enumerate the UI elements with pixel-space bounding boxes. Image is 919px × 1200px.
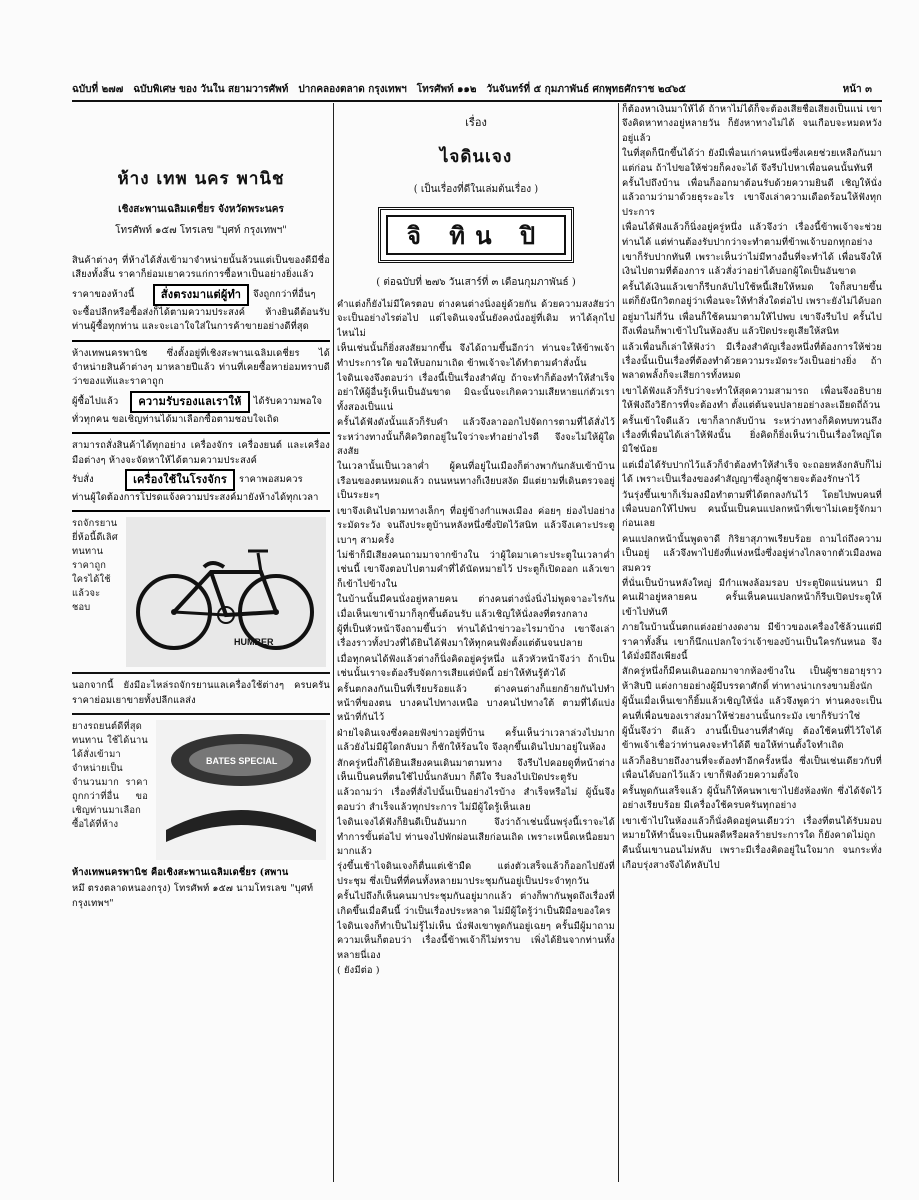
bicycle-image	[122, 517, 330, 667]
tyre-ad	[72, 720, 330, 860]
tyre-image	[152, 720, 330, 860]
ad-phone: โทรศัพท์ ๑๕๗ โทรเลข "บุศท์ กรุงเทพฯ"	[115, 225, 287, 236]
ad-title: ห้าง เทพ นคร พานิช	[117, 169, 285, 189]
story-body-continued: ก็ต้องหาเงินมาให้ได้ ถ้าหาไม่ได้ก็จะต้องเสียชื่อเสียงเป็นแน่ เขาจึงคิดหาทางอยู่หลายวัน ก็ยังหาทางไม่ได้ จนเกือบจะหมดหวังอยู่แล้ว ในที่สุดก็นึกขึ้นได้ว่า ยังมีเพื่อนเก่าคนหนึ่งซึ่งเคยช่วยเหลือกันมาแต่ก่อน ถ้าไปขอให้ช่วยก็คงจะได้ จึงรีบไปหาเพื่อนคนนั้นทันที ครั้นไปถึงบ้าน เพื่อนก็ออกมาต้อนรับด้วยความยินดี เชิญให้นั่งแล้วถามว่ามาด้วยธุระอะไร เขาจึงเล่าความเดือดร้อนให้ฟังทุกประการ เพื่อนได้ฟังแล้วก็นิ่งอยู่ครู่หนึ่ง แล้วจึงว่า เรื่องนี้ข้าพเจ้าจะช่วยท่านได้ แต่ท่านต้องรับปากว่าจะทำตามที่ข้าพเจ้าบอกทุกอย่าง เขาก็รับปากทันที เพราะเห็นว่าไม่มีทางอื่นที่จะทำได้ เพื่อนจึงให้เงินไปตามที่ต้องการ แล้วสั่งว่าอย่าได้บอกผู้ใดเป็นอันขาด ครั้นได้เงินแล้วเขาก็รีบกลับไปใช้หนี้เสียให้หมด ใจก็สบายขึ้น แต่ก็ยังนึกวิตกอยู่ว่าเพื่อนจะให้ทำสิ่งใดต่อไป เพราะยังไม่ได้บอก อยู่มาไม่กี่วัน เพื่อนก็ใช้คนมาตามให้ไปพบ เขาจึงรีบไป ครั้นไปถึงเพื่อนก็พาเข้าไปในห้องลับ แล้วปิดประตูเสียให้สนิท แล้วเพื่อนก็เล่าให้ฟังว่า มีเรื่องสำคัญเรื่องหนึ่งที่ต้องการให้ช่วย เรื่องนั้นเป็นเรื่องที่ต้องทำด้วยความระมัดระวังเป็นอย่างยิ่ง ถ้าพลาดพลั้งก็จะเสียการทั้งหมด เขาได้ฟังแล้วก็รับว่าจะทำให้สุดความสามารถ เพื่อนจึงอธิบายให้ฟังถึงวิธีการที่จะต้องทำ ตั้งแต่ต้นจนปลายอย่างละเอียดถี่ถ้วน ครั้นเข้าใจดีแล้ว เขาก็ลากลับบ้าน ระหว่างทางก็คิดทบทวนถึงเรื่องที่เพื่อนได้เล่าให้ฟังนั้น ยิ่งคิดก็ยิ่งเห็นว่าเป็นเรื่องใหญ่โตมิใช่น้อย แต่เมื่อได้รับปากไว้แล้วก็จำต้องทำให้สำเร็จ จะถอยหลังกลับก็ไม่ได้ เพราะเป็นเรื่องของคำสัญญาซึ่งลูกผู้ชายจะต้องรักษาไว้ วันรุ่งขึ้นเขาก็เริ่มลงมือทำตามที่ได้ตกลงกันไว้ โดยไปพบคนที่เพื่อนบอกให้ไปพบ คนนั้นเป็นคนแปลกหน้าที่เขาไม่เคยรู้จักมาก่อนเลย คนแปลกหน้านั้นพูดจาดี กิริยาสุภาพเรียบร้อย ถามไถ่ถึงความเป็นอยู่ แล้วจึงพาไปยังที่แห่งหนึ่งซึ่งอยู่ห่างไกลจากตัวเมืองพอสมควร ที่นั่นเป็นบ้านหลังใหญ่ มีกำแพงล้อมรอบ ประตูปิดแน่นหนา มีคนเฝ้าอยู่หลายคน ครั้นเห็นคนแปลกหน้าก็รีบเปิดประตูให้เข้าไปทันที ภายในบ้านนั้นตกแต่งอย่างงดงาม มีข้าวของเครื่องใช้ล้วนแต่มีราคาทั้งสิ้น เขาก็นึกแปลกใจว่าเจ้าของบ้านเป็นใครกันหนอ จึงได้มั่งมีถึงเพียงนี้ สักครู่หนึ่งก็มีคนเดินออกมาจากห้องข้างใน เป็นผู้ชายอายุราวห้าสิบปี แต่งกายอย่างผู้มีบรรดาศักดิ์ ท่าทางน่าเกรงขามยิ่งนัก ผู้นั้นเมื่อเห็นเขาก็ยิ้มแล้วเชิญให้นั่ง แล้วจึงพูดว่า ท่านคงจะเป็นคนที่เพื่อนของเราส่งมาให้ช่วยงานนั้นกระมัง เขาก็รับว่าใช่ ผู้นั้นจึงว่า ดีแล้ว งานนี้เป็นงานที่สำคัญ ต้องใช้คนที่ไว้ใจได้ ข้าพเจ้าเชื่อว่าท่านคงจะทำได้ดี ขอให้ท่านตั้งใจทำเถิด แล้วก็อธิบายถึงงานที่จะต้องทำอีกครั้งหนึ่ง ซึ่งเป็นเช่นเดียวกับที่เพื่อนได้บอกไว้แล้ว เขาก็ฟังด้วยความตั้งใจ ครั้นพูดกันเสร็จแล้ว ผู้นั้นก็ให้คนพาเขาไปยังห้องพัก ซึ่งได้จัดไว้อย่างเรียบร้อย มีเครื่องใช้ครบครันทุกอย่าง เขาเข้าไปในห้องแล้วก็นั่งคิดอยู่คนเดียวว่า เรื่องที่ตนได้รับมอบหมายให้ทำนั้นจะเป็นผลดีหรือผลร้ายประการใด ก็ยังคาดไม่ถูก คืนนั้นเขานอนไม่หลับ เพราะมีเรื่องคิดอยู่ในใจมาก จนกระทั่งเกือบรุ่งสางจึงได้หลับไป	[622, 104, 882, 871]
bicycle-ad-text: รถจักรยานยี่ห้อนี้ดีเลิศ ทนทาน ราคาถูก ใครได้ใช้แล้วจะชอบ	[72, 518, 118, 614]
issue-number: ฉบับที่ ๒๗๗	[72, 83, 124, 95]
story-title: ไจดินเจง	[439, 147, 513, 167]
bicycle-brand-label: HUMBER	[234, 637, 274, 648]
ad-closing-line: กรุงเทพฯ"	[72, 898, 114, 910]
tyre-brand-label: BATES SPECIAL	[206, 756, 278, 767]
ad-box: เครื่องใช้ในโรงจักร	[125, 469, 235, 491]
page-number: หน้า ๓	[842, 83, 872, 95]
masthead	[72, 78, 872, 100]
right-column	[622, 103, 882, 1182]
ad-closing-line: ห้างเทพนครพานิช คือเชิงสะพานเฉลิมเดชี่ยร (สพาน	[72, 867, 289, 879]
left-column	[72, 103, 330, 1182]
ad-closing-line: หมึ ตรงตลาดหนองกรุง) โทรศัพท์ ๑๕๗ นามโทรเลข "บุศท์	[72, 882, 314, 894]
office-address: ปากคลองตลาด กรุงเทพฯ	[298, 83, 407, 95]
story-body: คำแต่งก็ยังไม่มีใครตอบ ต่างคนต่างนิ่งอยู่ด้วยกัน ด้วยความสงสัยว่าจะเป็นอย่างไรต่อไป แต่ไจดินเจงนั้นยังคงนั่งอยู่ที่เดิม หาได้ลุกไปไหนไม่ เห็นเช่นนั้นก็ยิ่งสงสัยมากขึ้น จึงได้ถามขึ้นอีกว่า ท่านจะให้ข้าพเจ้าทำประการใด ขอให้บอกมาเถิด ข้าพเจ้าจะได้ทำตามคำสั่งนั้น ไจดินเจงจึงตอบว่า เรื่องนี้เป็นเรื่องสำคัญ ถ้าจะทำก็ต้องทำให้สำเร็จ อย่าให้ผู้อื่นรู้เห็นเป็นอันขาด มิฉะนั้นจะเกิดความเสียหายแก่ตัวเราทั้งสองเป็นแน่ ครั้นได้ฟังดังนั้นแล้วก็รับคำ แล้วจึงลาออกไปจัดการตามที่ได้สั่งไว้ ระหว่างทางนั้นก็คิดวิตกอยู่ในใจว่าจะทำอย่างไรดี จึงจะไม่ให้ผู้ใดสงสัย ในเวลานั้นเป็นเวลาค่ำ ผู้คนที่อยู่ในเมืองก็ต่างพากันกลับเข้าบ้านเรือนของตนหมดแล้ว ถนนหนทางก็เงียบสงัด มีแต่ยามที่เดินตรวจอยู่เป็นระยะๆ เขาจึงเดินไปตามทางเล็กๆ ที่อยู่ข้างกำแพงเมือง ค่อยๆ ย่องไปอย่างระมัดระวัง จนถึงประตูบ้านหลังหนึ่งซึ่งปิดไว้สนิท แล้วจึงเคาะประตูเบาๆ สามครั้ง ไม่ช้าก็มีเสียงคนถามมาจากข้างใน ว่าผู้ใดมาเคาะประตูในเวลาค่ำเช่นนี้ เขาจึงตอบไปตามคำที่ได้นัดหมายไว้ ประตูก็เปิดออก แล้วเขาก็เข้าไปข้างใน ในบ้านนั้นมีคนนั่งอยู่หลายคน ต่างคนต่างนั่งนิ่งไม่พูดจาอะไรกัน เมื่อเห็นเขาเข้ามาก็ลุกขึ้นต้อนรับ แล้วเชิญให้นั่งลงที่ตรงกลาง ผู้ที่เป็นหัวหน้าจึงถามขึ้นว่า ท่านได้นำข่าวอะไรมาบ้าง เขาจึงเล่าเรื่องราวทั้งปวงที่ได้ยินได้ฟังมาให้ทุกคนฟังตั้งแต่ต้นจนปลาย เมื่อทุกคนได้ฟังแล้วต่างก็นิ่งคิดอยู่ครู่หนึ่ง แล้วหัวหน้าจึงว่า ถ้าเป็นเช่นนั้นเราจะต้องรีบจัดการเสียแต่บัดนี้ อย่าให้ทันรู้ตัวได้ ครั้นตกลงกันเป็นที่เรียบร้อยแล้ว ต่างคนต่างก็แยกย้ายกันไปทำหน้าที่ของตน บางคนไปทางเหนือ บางคนไปทางใต้ ตามที่ได้แบ่งหน้าที่กันไว้ ฝ่ายไจดินเจงซึ่งคอยฟังข่าวอยู่ที่บ้าน ครั้นเห็นว่าเวลาล่วงไปมากแล้วยังไม่มีผู้ใดกลับมา ก็ชักให้ร้อนใจ จึงลุกขึ้นเดินไปมาอยู่ในห้อง สักครู่หนึ่งก็ได้ยินเสียงคนเดินมาตามทาง จึงรีบไปคอยดูที่หน้าต่าง เห็นเป็นคนที่ตนใช้ไปนั้นกลับมา ก็ดีใจ รีบลงไปเปิดประตูรับ แล้วถามว่า เรื่องที่สั่งไปนั้นเป็นอย่างไรบ้าง สำเร็จหรือไม่ ผู้นั้นจึงตอบว่า สำเร็จแล้วทุกประการ ไม่มีผู้ใดรู้เห็นเลย ไจดินเจงได้ฟังก็ยินดีเป็นอันมาก จึงว่าถ้าเช่นนั้นพรุ่งนี้เราจะได้ทำการขั้นต่อไป ท่านจงไปพักผ่อนเสียก่อนเถิด เพราะเหน็ดเหนื่อยมามากแล้ว รุ่งขึ้นเช้าไจดินเจงก็ตื่นแต่เช้ามืด แต่งตัวเสร็จแล้วก็ออกไปยังที่ประชุม ซึ่งเป็นที่ที่คนทั้งหลายมาประชุมกันอยู่เป็นประจำทุกวัน ครั้นไปถึงก็เห็นคนมาประชุมกันอยู่มากแล้ว ต่างก็พากันพูดถึงเรื่องที่เกิดขึ้นเมื่อคืนนี้ ว่าเป็นเรื่องประหลาด ไม่มีผู้ใดรู้ว่าเป็นฝีมือของใคร ไจดินเจงก็ทำเป็นไม่รู้ไม่เห็น นั่งฟังเขาพูดกันอยู่เฉยๆ ครั้นมีผู้มาถามความเห็นก็ตอบว่า เรื่องนี้ข้าพเจ้าก็ไม่ทราบ เพิ่งได้ยินจากท่านทั้งหลายนี่เอง ( ยังมีต่อ )	[337, 299, 615, 977]
column-divider	[333, 103, 334, 1182]
special-edition: ฉบับพิเศษ ของ วันใน สยามวารศัพท์	[133, 83, 289, 95]
story-kicker: เรื่อง	[465, 116, 487, 129]
ad-body-block: สินค้าต่างๆ ที่ห้างได้สั่งเข้ามาจำหน่ายนั้นล้วนแต่เป็นของดีมีชื่อเสียงทั้งสิ้น ราคาก็ย่อมเยาควรแก่การซื้อหาเป็นอย่างยิ่งแล้ว ราคาของห้างนี้ สั่งตรงมาแต่ผู้ทำ จึงถูกกว่าที่อื่นๆ จะซื้อปลีกหรือซื้อส่งก็ได้ตามความประสงค์ ห้างยินดีต้อนรับท่านผู้ซื้อทุกท่าน และจะเอาใจใส่ในการค้าขายอย่างดีที่สุด ห้างเทพนครพานิช ซึ่งตั้งอยู่ที่เชิงสะพานเฉลิมเดชี่ยร ได้จำหน่ายสินค้าต่างๆ มาหลายปีแล้ว ท่านที่เคยซื้อหาย่อมทราบดีว่าของแท้และราคาถูก ผู้ซื้อไปแล้ว ความรับรองแลเราให้ ได้รับความพอใจ ทั่วทุกคน ขอเชิญท่านได้มาเลือกซื้อตามชอบใจเถิด สามารถสั่งสินค้าได้ทุกอย่าง เครื่องจักร เครื่องยนต์ และเครื่องมือต่างๆ ห้างจะจัดหาให้ได้ตามความประสงค์ รับสั่ง เครื่องใช้ในโรงจักร ราคาพอสมควร ท่านผู้ใดต้องการโปรดแจ้งความประสงค์มายังห้างได้ทุกเวลา	[72, 254, 330, 512]
ad-box: สั่งตรงมาแต่ผู้ทำ	[153, 284, 249, 306]
header-rule	[72, 100, 882, 102]
tyre-ad-text: ยางรถยนต์ดีที่สุด ทนทาน ใช้ได้นาน ได้สั่งเข้ามาจำหน่ายเป็นจำนวนมาก ราคาถูกกว่าที่อื่น ขอเชิญท่านมาเลือกซื้อได้ที่ห้าง	[72, 721, 148, 831]
phone-number: โทรศัพท์ ๑๑๒	[416, 83, 477, 95]
story-installment: ( ต่อฉบับที่ ๒๗๖ วันเสาร์ที่ ๓ เดือนกุมภาพันธ์ )	[376, 277, 576, 288]
ad-closing	[72, 866, 330, 911]
story-banner	[378, 207, 574, 263]
ad-box: ความรับรองแลเราให้	[130, 391, 249, 413]
story-banner-text: จิ ทิน ปิ	[386, 215, 566, 255]
middle-column	[337, 103, 615, 1182]
ad-address: เชิงสะพานเฉลิมเดชี่ยร จังหวัดพระนคร	[118, 204, 284, 215]
story-subtitle: ( เป็นเรื่องที่ดีในเล่มต้นเรื่อง )	[413, 184, 539, 195]
issue-date: วันจันทร์ที่ ๕ กุมภาพันธ์ ศกพุทธศักราช ๒๔๖๕	[486, 83, 686, 95]
bicycle-ad-body: นอกจากนี้ ยังมีอะไหล่รถจักรยานแลเครื่องใช้ต่างๆ ครบครัน ราคาย่อมเยาขายทั้งปลีกแลส่ง	[72, 680, 330, 706]
bicycle-ad	[72, 517, 330, 667]
column-divider	[618, 103, 619, 1182]
